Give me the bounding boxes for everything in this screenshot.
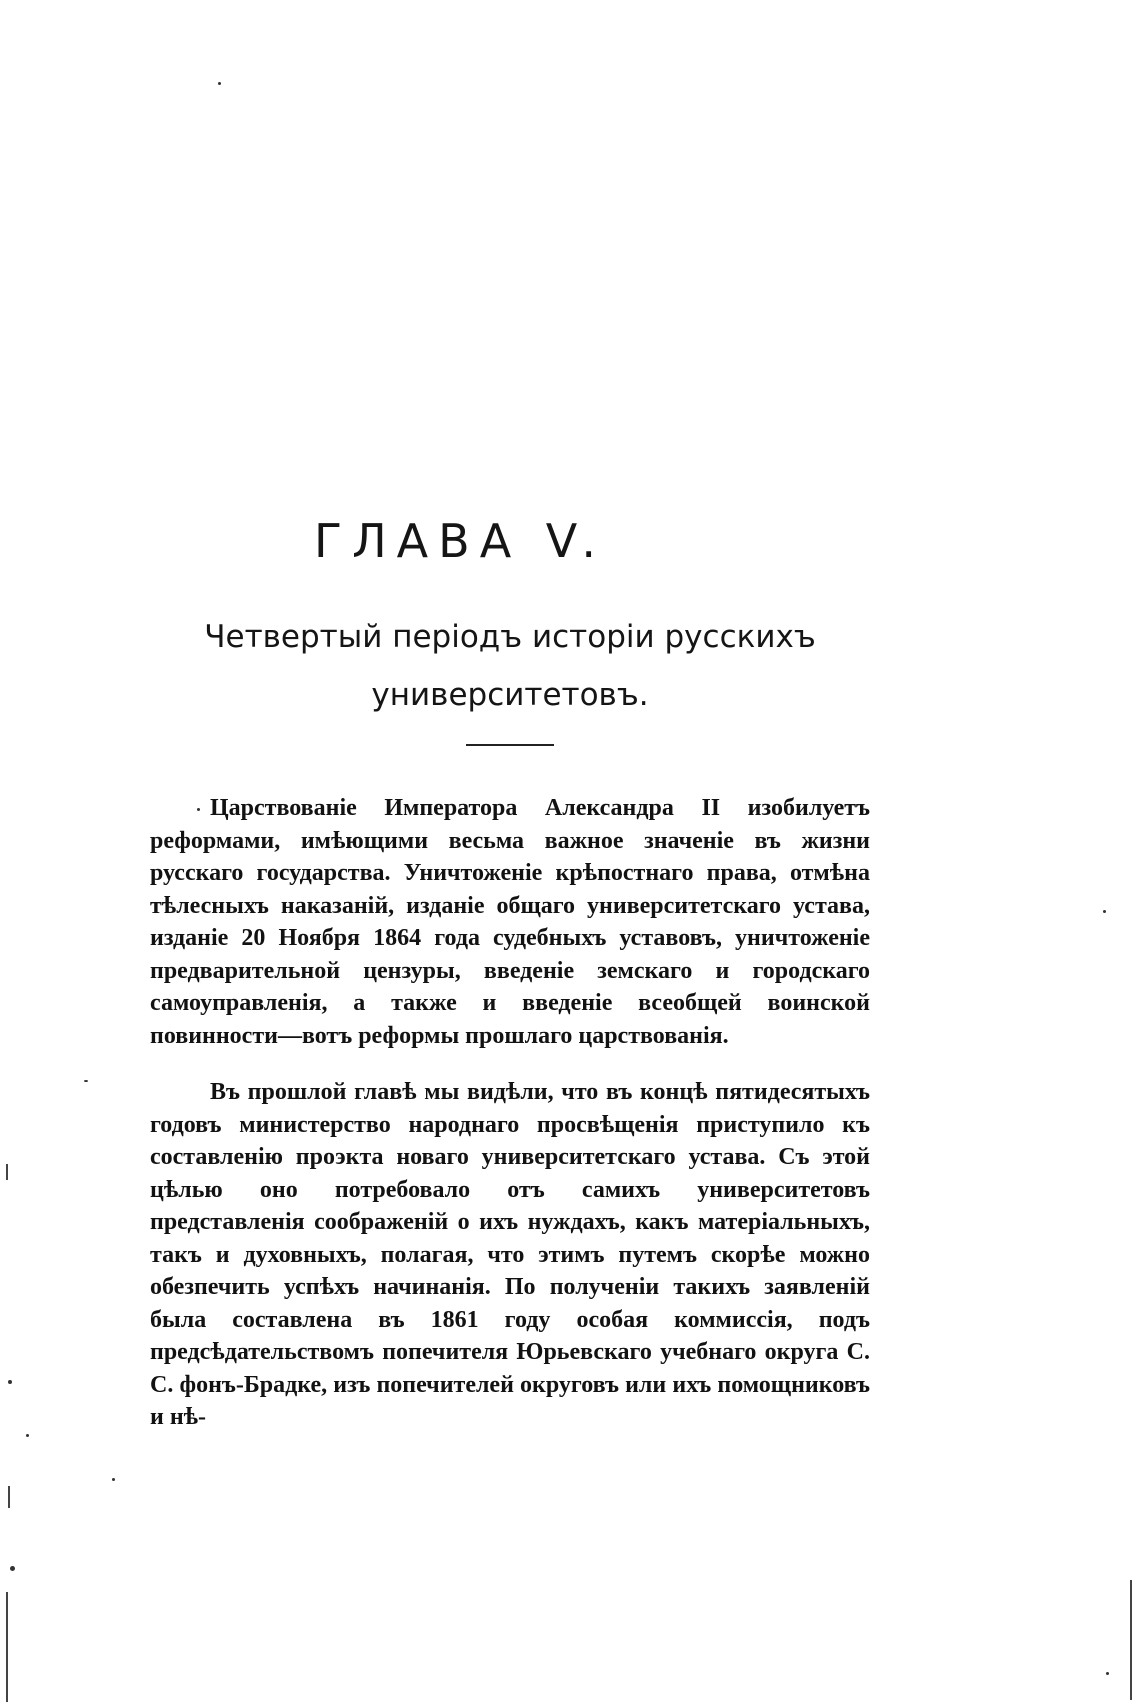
scan-speck [197,808,200,811]
scan-speck [1106,1672,1109,1675]
scan-speck [84,1080,88,1082]
chapter-title: ГЛАВА V. [314,514,606,568]
paragraph-1: Царствованіе Императора Александра II изобилуетъ реформами, имѣющими весьма важное значеніе въ жизни русскаго государства. Уничтоженіе крѣпостнаго права, отмѣна тѣлесныхъ наказаній, изданіе общаго университетскаго устава, изданіе 20 Ноября 1864 года судебныхъ уставовъ, уничтоженіе предварительной цензуры, введеніе земскаго и городскаго самоуправленія, а также и введеніе всеобщей воинской повинности—вотъ реформы прошлаго царствованія. [150,795,870,1049]
chapter-subtitle: Четвертый періодъ исторіи русскихъ университетовъ. [204,619,816,713]
paragraph-2: Въ прошлой главѣ мы видѣли, что въ концѣ пятидесятыхъ годовъ министерство народнаго просвѣщенія приступило къ составленію проэкта новаго университетскаго устава. Съ этой цѣлью оно потребовало отъ самихъ университетовъ представленія соображеній о ихъ нуждахъ, какъ матеріальныхъ, такъ и духовныхъ, полагая, что этимъ путемъ скорѣе можно обезпечить успѣхъ начинанія. По полученіи такихъ заявленій была составлена въ 1861 году особая коммиссія, подъ предсѣдательствомъ попечителя Юрьевскаго учебнаго округа С. С. фонъ-Брадке, изъ попечителей округовъ или ихъ помощниковъ и нѣ- [150,1079,870,1430]
scan-speck [8,1380,12,1384]
scan-edge-mark [6,1592,8,1702]
scan-speck [112,1478,115,1481]
scan-speck [218,82,221,85]
scan-speck [1103,910,1106,913]
title-separator-rule [466,744,554,746]
chapter-body [150,792,870,1434]
scan-edge-mark [8,1486,10,1508]
scan-speck [10,1566,15,1571]
scan-edge-mark [1130,1580,1132,1700]
scan-speck [26,1434,29,1437]
scan-edge-mark [6,1164,8,1180]
